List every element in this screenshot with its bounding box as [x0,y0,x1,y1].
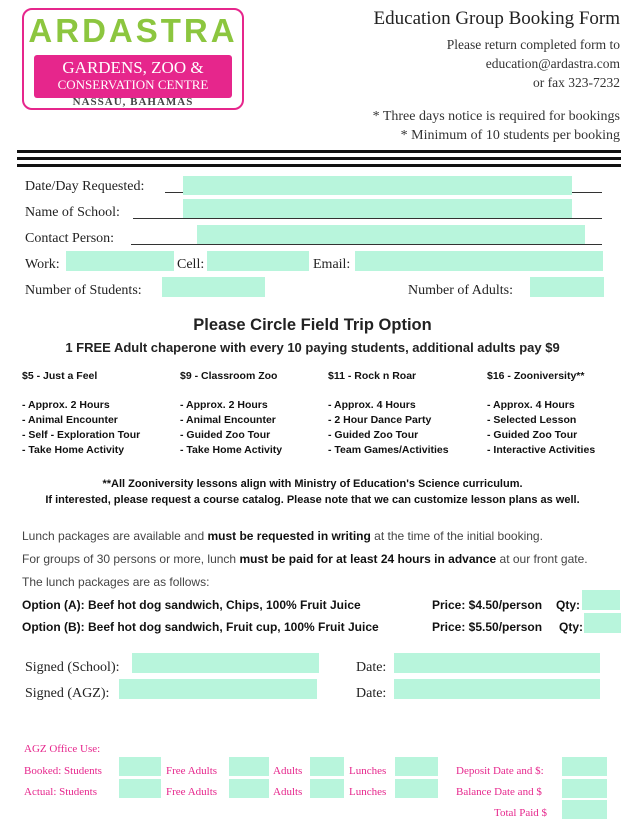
school-label: Name of School: [25,205,120,220]
signed-school-field[interactable] [132,653,319,673]
email-field[interactable] [355,251,603,271]
booked-lunches-label: Lunches [349,765,387,777]
option-line: - Guided Zoo Tour [487,429,578,441]
deposit-field[interactable] [562,757,607,776]
lunch-price-a: Price: $4.50/person [432,598,543,612]
deposit-label: Deposit Date and $: [456,765,544,777]
option-just-a-feel[interactable] [22,369,140,458]
option-zooniversity[interactable] [487,369,595,458]
option-line: - Selected Lesson [487,414,577,426]
date-agz-label: Date: [356,686,387,701]
signed-agz-label: Signed (AGZ): [25,686,110,701]
divider-bar [17,164,621,167]
option-line: - Approx. 4 Hours [487,399,575,411]
logo-location: NASSAU, BAHAMAS [72,96,194,108]
return-email: education@ardastra.com [485,56,620,71]
form-title: Education Group Booking Form [373,8,620,29]
total-paid-label: Total Paid $ [494,807,548,819]
option-line: - Approx. 4 Hours [328,399,416,411]
booked-free-adults-field[interactable] [229,757,269,776]
logo-line2: CONSERVATION CENTRE [57,77,209,92]
option-line: - Guided Zoo Tour [328,429,419,441]
cell-field[interactable] [207,251,309,271]
zooniversity-note: **All Zooniversity lessons align with Ministry of Education's Science curriculum. [102,478,523,490]
option-line: - Self - Exploration Tour [22,429,141,441]
booked-free-adults-label: Free Adults [166,765,218,777]
balance-field[interactable] [562,779,607,798]
notice-minimum: * Minimum of 10 students per booking [400,128,620,143]
lunch-price-b: Price: $5.50/person [432,620,543,634]
office-title: AGZ Office Use: [24,743,101,755]
qty-b-label: Qty: [559,620,583,634]
adults-label: Number of Adults: [408,283,513,298]
lunch-option-a: Option (A): Beef hot dog sandwich, Chips, 100% Fruit Juice [22,598,361,612]
actual-free-adults-field[interactable] [229,779,269,798]
option-line: - Interactive Activities [487,444,596,456]
date-field[interactable] [183,176,572,195]
signed-school-label: Signed (School): [25,660,120,675]
lunch-para-1: Lunch packages are available and must be requested in writing at the time of the initial booking. [22,529,543,543]
catalog-note: If interested, please request a course catalog. Please note that we can customize lesson plans as well. [45,494,580,506]
cell-label: Cell: [177,257,205,272]
students-field[interactable] [162,277,265,297]
actual-lunches-label: Lunches [349,786,387,798]
lunch-option-b: Option (B): Beef hot dog sandwich, Fruit cup, 100% Fruit Juice [22,620,379,634]
option-line: - Guided Zoo Tour [180,429,271,441]
actual-adults-label: Adults [273,786,303,798]
logo-name: ARDASTRA [28,12,238,49]
work-label: Work: [25,257,60,272]
option-line: - Approx. 2 Hours [180,399,268,411]
lunch-para-3: The lunch packages are as follows: [22,575,210,589]
date-label: Date/Day Requested: [25,179,145,194]
signed-agz-field[interactable] [119,679,317,699]
qty-a-label: Qty: [556,598,580,612]
option-title: $16 - Zooniversity** [487,370,585,382]
option-line: - Take Home Activity [22,444,125,456]
booked-adults-label: Adults [273,765,303,777]
school-field[interactable] [183,199,572,218]
option-title: $9 - Classroom Zoo [180,370,278,382]
actual-students-field[interactable] [119,779,161,798]
options-subheading: 1 FREE Adult chaperone with every 10 paying students, additional adults pay $9 [65,340,560,355]
work-field[interactable] [66,251,174,271]
option-line: - 2 Hour Dance Party [328,414,432,426]
email-label: Email: [313,257,351,272]
booked-adults-field[interactable] [310,757,344,776]
school-underline [133,218,602,219]
option-line: - Take Home Activity [180,444,283,456]
options-heading: Please Circle Field Trip Option [193,316,432,334]
option-classroom-zoo[interactable] [180,369,282,458]
actual-free-adults-label: Free Adults [166,786,218,798]
divider-bar [17,157,621,160]
option-line: - Team Games/Activities [328,444,449,456]
option-title: $11 - Rock n Roar [328,370,417,382]
booked-students-label: Booked: Students [24,765,102,777]
contact-field[interactable] [197,225,585,244]
balance-label: Balance Date and $ [456,786,542,798]
actual-adults-field[interactable] [310,779,344,798]
booked-students-field[interactable] [119,757,161,776]
total-paid-field[interactable] [562,800,607,819]
date-school-label: Date: [356,660,387,675]
divider-bar [17,150,621,153]
option-rock-n-roar[interactable] [328,369,449,458]
option-line: - Animal Encounter [22,414,118,426]
qty-b-field[interactable] [584,613,621,633]
ardastra-logo [22,8,244,110]
option-title: $5 - Just a Feel [22,370,98,382]
option-line: - Animal Encounter [180,414,276,426]
booked-lunches-field[interactable] [395,757,438,776]
actual-students-label: Actual: Students [24,786,98,798]
date-agz-field[interactable] [394,679,600,699]
actual-lunches-field[interactable] [395,779,438,798]
lunch-para-2: For groups of 30 persons or more, lunch must be paid for at least 24 hours in advance at our front gate. [22,552,588,566]
students-label: Number of Students: [25,283,142,298]
adults-field[interactable] [530,277,604,297]
option-line: - Approx. 2 Hours [22,399,110,411]
qty-a-field[interactable] [582,590,620,610]
logo-band [34,55,232,98]
logo-line1: GARDENS, ZOO & [62,58,204,77]
contact-underline [131,244,602,245]
return-fax: or fax 323-7232 [533,75,620,90]
date-school-field[interactable] [394,653,600,673]
notice-days: * Three days notice is required for bookings [372,109,620,124]
return-text: Please return completed form to [446,37,620,52]
contact-label: Contact Person: [25,231,115,246]
